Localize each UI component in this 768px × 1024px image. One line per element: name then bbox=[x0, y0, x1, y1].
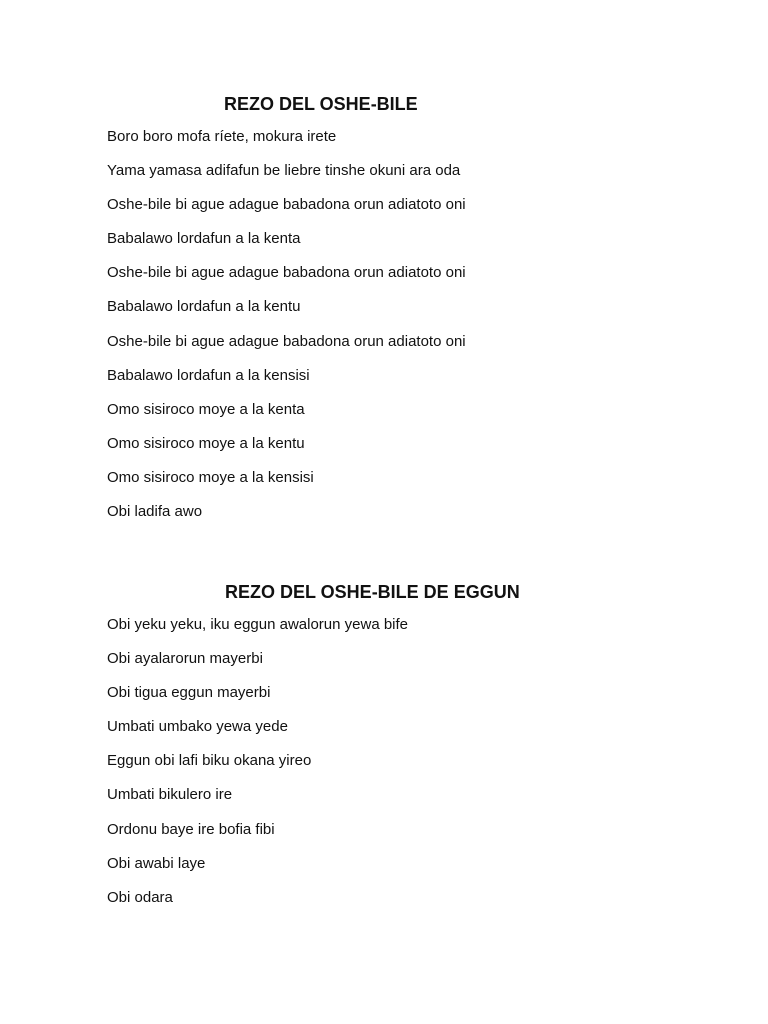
text-line: Obi awabi laye bbox=[107, 854, 206, 872]
text-line: Omo sisiroco moye a la kensisi bbox=[107, 468, 314, 486]
section-title: REZO DEL OSHE-BILE DE EGGUN bbox=[225, 582, 520, 602]
section-title: REZO DEL OSHE-BILE bbox=[224, 94, 418, 114]
text-line: Yama yamasa adifafun be liebre tinshe okuni ara oda bbox=[107, 162, 461, 180]
text-line: Obi yeku yeku, iku eggun awalorun yewa bife bbox=[107, 616, 409, 633]
section-rezo-oshe-bile-de-eggun bbox=[107, 580, 707, 915]
text-line: Omo sisiroco moye a la kentu bbox=[107, 434, 305, 452]
text-line: Babalawo lordafun a la kenta bbox=[107, 230, 301, 248]
text-line: Umbati umbako yewa yede bbox=[107, 718, 288, 736]
text-line: Babalawo lordafun a la kentu bbox=[107, 298, 301, 316]
text-line: Umbati bikulero ire bbox=[107, 786, 233, 804]
text-line: Oshe-bile bi ague adague babadona orun adiatoto oni bbox=[107, 264, 466, 282]
text-line: Ordonu baye ire bofia fibi bbox=[107, 820, 275, 838]
text-line: Eggun obi lafi biku okana yireo bbox=[107, 752, 312, 770]
text-line: Obi tigua eggun mayerbi bbox=[107, 684, 271, 702]
text-line: Boro boro mofa ríete, mokura irete bbox=[107, 128, 337, 145]
text-line: Oshe-bile bi ague adague babadona orun adiatoto oni bbox=[107, 196, 466, 214]
text-line: Oshe-bile bi ague adague babadona orun adiatoto oni bbox=[107, 332, 466, 350]
text-line: Obi odara bbox=[107, 888, 173, 906]
text-line: Babalawo lordafun a la kensisi bbox=[107, 366, 310, 384]
section-rezo-oshe-bile bbox=[107, 92, 707, 529]
text-line: Obi ladifa awo bbox=[107, 503, 203, 521]
text-line: Obi ayalarorun mayerbi bbox=[107, 650, 263, 668]
text-line: Omo sisiroco moye a la kenta bbox=[107, 400, 305, 418]
